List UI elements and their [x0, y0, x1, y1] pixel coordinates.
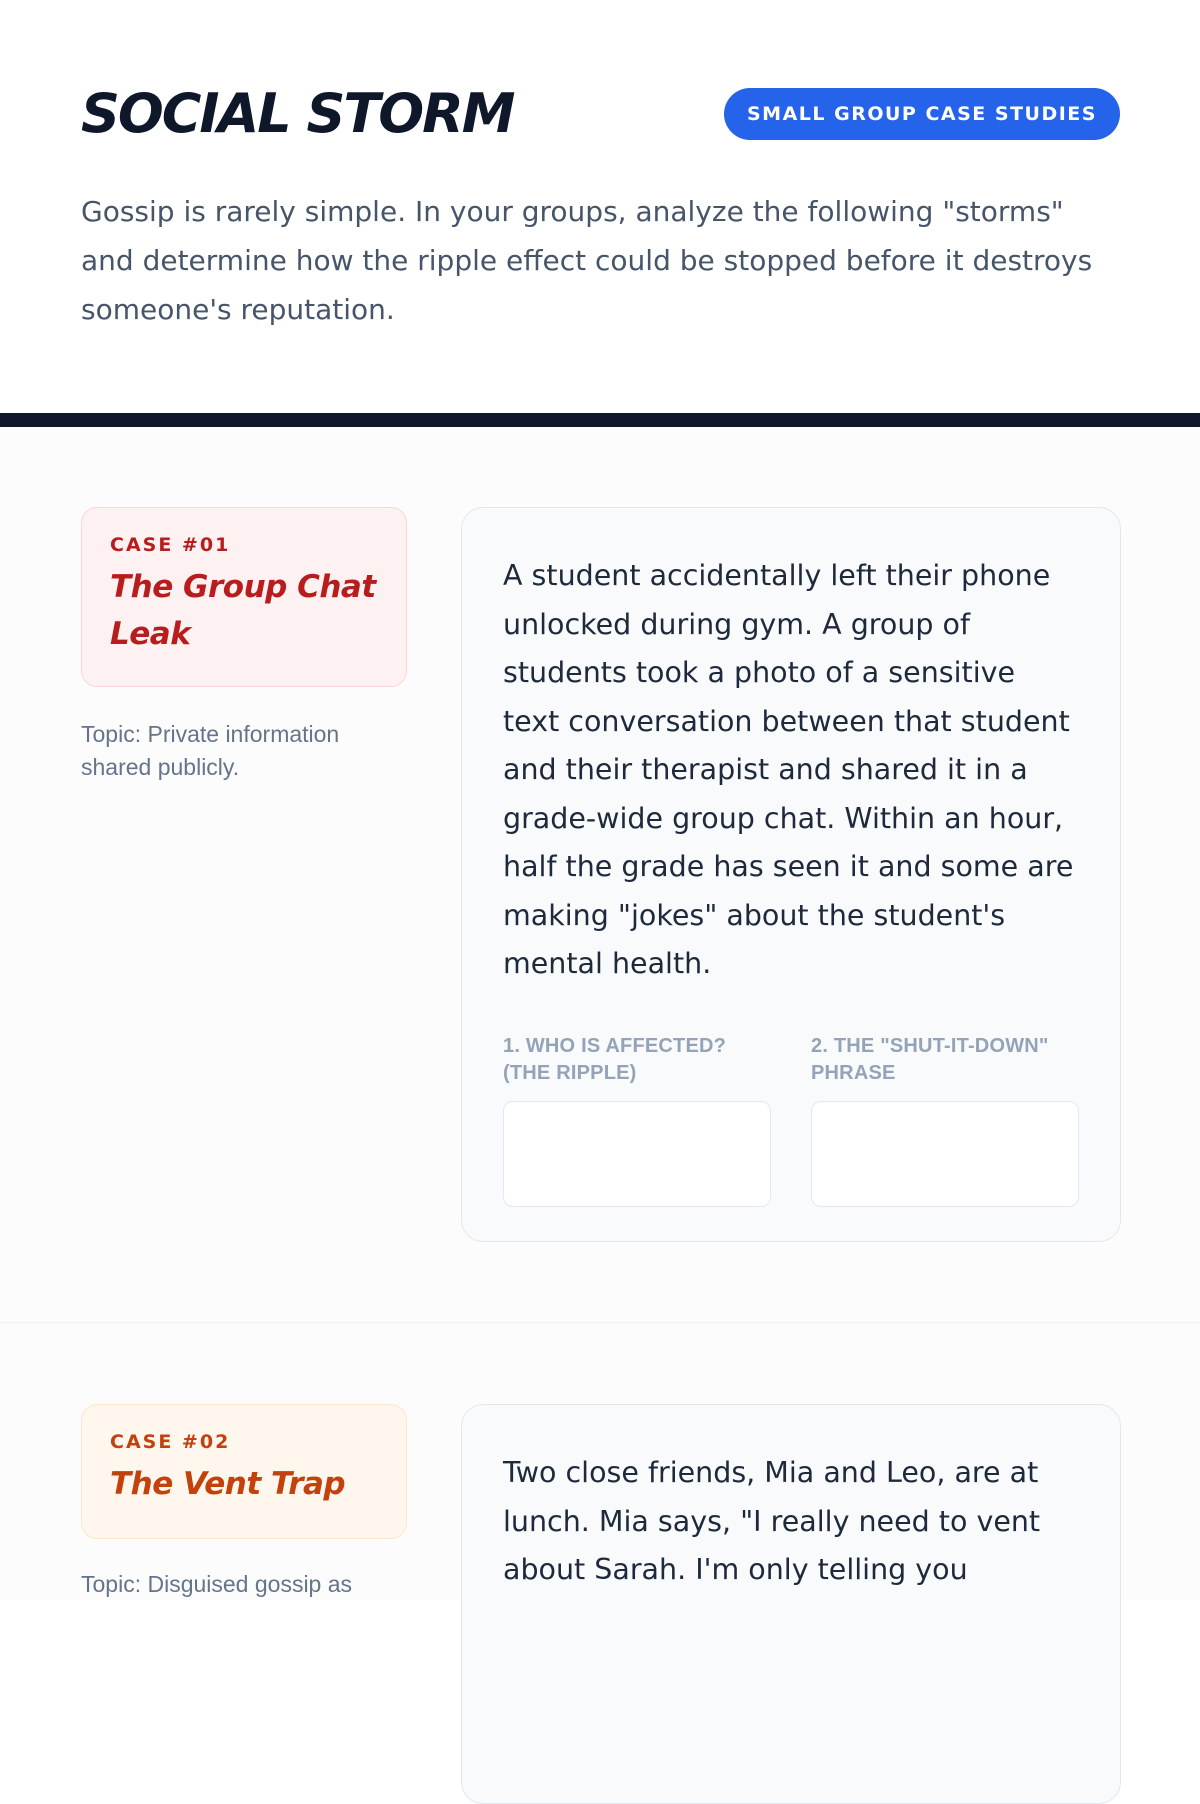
case-section-1 — [0, 427, 1200, 1323]
case-story-panel — [461, 1404, 1121, 1804]
answer-box-affected[interactable] — [503, 1101, 771, 1207]
answer-box-phrase[interactable] — [811, 1101, 1079, 1207]
case-topic: Topic: Private information shared publicly. — [81, 721, 340, 780]
question-label-phrase: 2. THE "SHUT-IT-DOWN" PHRASE — [811, 1035, 1049, 1084]
page-title: SOCIAL STORM — [81, 82, 514, 145]
case-number: CASE #01 — [110, 534, 231, 556]
page-header — [0, 0, 1200, 413]
case-story-panel — [461, 507, 1121, 1242]
case-section-2 — [0, 1323, 1200, 1600]
question-label-affected: 1. WHO IS AFFECTED? (THE RIPPLE) — [503, 1035, 727, 1084]
case-studies-badge: SMALL GROUP CASE STUDIES — [724, 88, 1120, 140]
case-title: The Group Chat Leak — [110, 569, 376, 652]
intro-paragraph: Gossip is rarely simple. In your groups, analyze the following "storms" and determine how the ripple effect could be stopped before it destroys someone's reputation. — [81, 195, 1093, 326]
header-divider — [0, 413, 1200, 427]
case-story: A student accidentally left their phone unlocked during gym. A group of students took a photo of a sensitive text conversation between that student and their therapist and shared it in a grade-wide group chat. Within an hour, half the grade has seen it and some are making "jokes" about the student's mental health. — [503, 559, 1074, 980]
case-number: CASE #02 — [110, 1431, 231, 1453]
case-card-1 — [81, 507, 407, 687]
case-card-2 — [81, 1404, 407, 1539]
case-title: The Vent Trap — [110, 1466, 346, 1502]
case-topic: Topic: Disguised gossip as — [81, 1571, 353, 1597]
case-story: Two close friends, Mia and Leo, are at lunch. Mia says, "I really need to vent about Sarah. I'm only telling you — [503, 1456, 1041, 1586]
